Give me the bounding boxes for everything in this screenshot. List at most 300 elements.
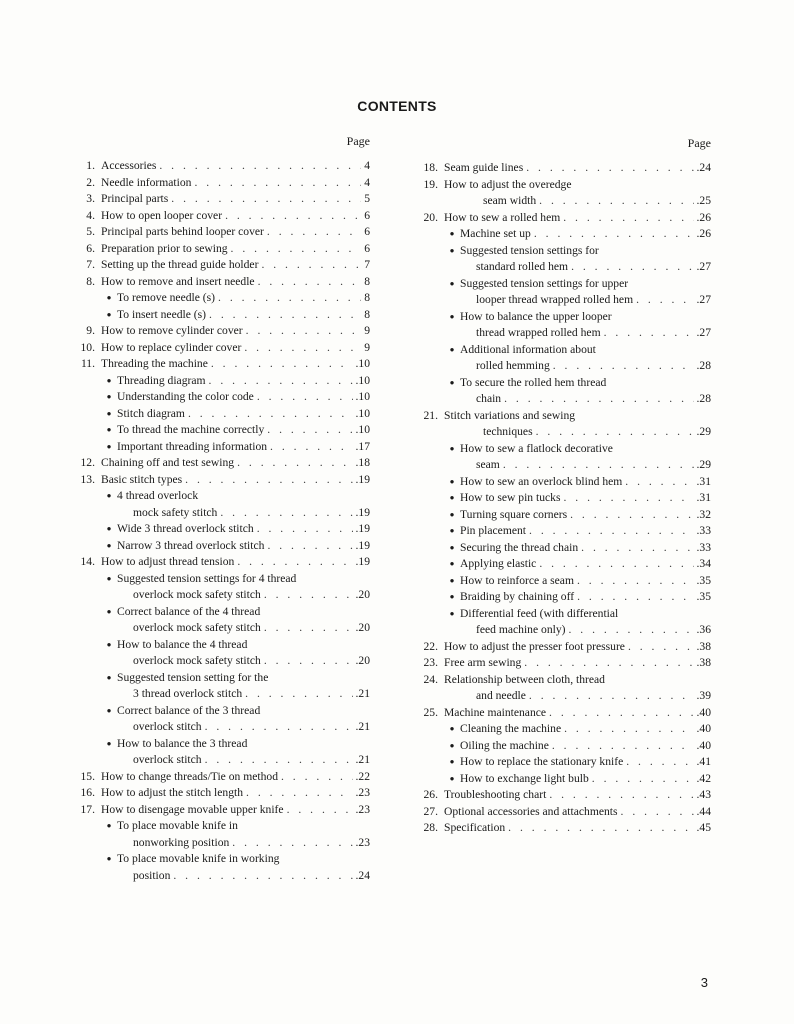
entry-title: overlock stitch — [133, 753, 202, 766]
entry-number: 2. — [86, 175, 95, 189]
dot-leader — [185, 473, 352, 486]
bullet-icon: ● — [106, 293, 112, 302]
dot-leader — [628, 640, 694, 653]
page-column-header: Page — [687, 136, 711, 150]
page-column-header: Page — [346, 134, 370, 148]
toc-entry — [62, 803, 370, 820]
dot-leader — [636, 293, 693, 306]
entry-page: .24 — [355, 868, 370, 882]
entry-title: seam — [476, 458, 500, 471]
toc-entry — [62, 819, 370, 836]
entry-number: 13. — [80, 472, 95, 486]
entry-title: chain — [476, 392, 502, 405]
entry-page: .19 — [355, 555, 370, 568]
entry-page: .21 — [355, 687, 370, 700]
dot-leader — [267, 539, 352, 552]
entry-number: 10. — [80, 340, 95, 354]
toc-entry — [62, 654, 370, 671]
dot-leader — [539, 557, 693, 570]
entry-title: To secure the rolled hem thread — [460, 375, 607, 389]
toc-entry — [405, 640, 711, 657]
dot-leader — [159, 159, 361, 172]
entry-title: To place movable knife in — [117, 819, 238, 832]
toc-entry — [62, 341, 370, 358]
toc-entry — [405, 178, 711, 195]
entry-page: .19 — [355, 522, 370, 535]
entry-title: overlock stitch — [133, 720, 202, 733]
toc-entry — [405, 293, 711, 310]
bullet-icon: ● — [106, 491, 112, 500]
bullet-icon: ● — [449, 757, 455, 766]
bullet-icon: ● — [449, 443, 455, 453]
entry-title: How to balance the 4 thread — [117, 637, 248, 651]
entry-page: 8 — [364, 307, 370, 321]
dot-leader — [577, 574, 694, 587]
bullet-icon: ● — [106, 309, 112, 319]
dot-leader — [536, 425, 694, 438]
entry-number: 19. — [423, 177, 438, 191]
toc-entry — [405, 310, 711, 327]
toc-entry — [62, 588, 370, 605]
dot-leader — [570, 508, 693, 521]
dot-leader — [188, 407, 353, 420]
dot-leader — [553, 359, 694, 372]
entry-title: How to adjust the presser foot pressure — [444, 639, 625, 653]
entry-title: standard rolled hem — [476, 260, 569, 273]
toc-entry — [62, 671, 370, 688]
bullet-icon: ● — [449, 476, 455, 486]
toc-entry — [62, 869, 370, 886]
entry-number: 27. — [423, 804, 438, 818]
dot-leader — [244, 341, 361, 354]
dot-leader — [524, 656, 693, 669]
toc-entry — [405, 244, 711, 261]
toc-entry — [62, 720, 370, 737]
entry-page: .40 — [696, 722, 711, 735]
entry-page: 6 — [364, 241, 370, 255]
entry-title: Narrow 3 thread overlock stitch — [117, 538, 265, 552]
toc-entry — [62, 852, 370, 869]
entry-page: .27 — [696, 260, 711, 273]
entry-title: Oiling the machine — [460, 738, 549, 752]
dot-leader — [220, 506, 352, 519]
entry-title: Correct balance of the 4 thread — [117, 604, 261, 618]
toc-entry — [62, 621, 370, 638]
entry-title: Suggested tension settings for 4 thread — [117, 571, 297, 585]
dot-leader — [577, 590, 693, 603]
dot-leader — [267, 225, 361, 238]
dot-leader — [504, 392, 693, 405]
toc-entry — [405, 557, 711, 574]
entry-title: How to adjust the overedge — [444, 177, 572, 191]
entry-number: 24. — [423, 672, 438, 686]
entry-page: 5 — [364, 192, 370, 205]
bullet-icon: ● — [106, 639, 112, 649]
bullet-icon: ● — [449, 344, 455, 354]
toc-entry — [62, 176, 370, 193]
entry-number: 12. — [80, 456, 95, 469]
entry-title: looper thread wrapped rolled hem — [476, 293, 634, 306]
dot-leader — [264, 621, 353, 634]
entry-page: 8 — [364, 274, 370, 288]
toc-entry — [62, 308, 370, 325]
bullet-icon: ● — [106, 606, 112, 616]
entry-page: .10 — [355, 373, 370, 387]
entry-title: Suggested tension settings for — [460, 243, 599, 257]
dot-leader — [270, 440, 352, 453]
dot-leader — [209, 308, 361, 321]
dot-leader — [581, 541, 693, 554]
toc-entry — [62, 473, 370, 490]
bullet-icon: ● — [106, 375, 112, 385]
bullet-icon: ● — [106, 425, 112, 434]
dot-leader — [232, 836, 352, 849]
bullet-icon: ● — [449, 608, 455, 618]
entry-number: 3. — [86, 192, 95, 205]
toc-entry — [405, 409, 711, 426]
toc-entry — [62, 489, 370, 506]
bullet-icon: ● — [106, 392, 112, 401]
toc-entry — [62, 704, 370, 721]
toc-entry — [62, 605, 370, 622]
toc-entry — [62, 407, 370, 424]
entry-title: Chaining off and test sewing — [101, 456, 235, 469]
toc-entry — [405, 821, 711, 838]
dot-leader — [549, 788, 693, 801]
dot-leader — [563, 211, 693, 224]
bullet-icon: ● — [106, 821, 112, 830]
entry-title: To remove needle (s) — [117, 291, 216, 304]
bullet-icon: ● — [449, 278, 455, 288]
dot-leader — [549, 706, 693, 719]
entry-page: .20 — [355, 621, 370, 634]
entry-number: 17. — [80, 802, 95, 816]
entry-page: .23 — [355, 802, 370, 816]
dot-leader — [529, 524, 693, 537]
entry-title: How to sew pin tucks — [460, 491, 561, 504]
entry-title: seam width — [483, 194, 537, 207]
toc-entry — [405, 574, 711, 591]
entry-page: .20 — [355, 588, 370, 601]
entry-page: .19 — [355, 472, 370, 486]
entry-page: 4 — [364, 159, 370, 172]
toc-entry — [62, 324, 370, 341]
toc-entry — [405, 475, 711, 492]
toc-column-right — [405, 136, 711, 838]
entry-page: .23 — [355, 835, 370, 849]
toc-entry — [405, 326, 711, 343]
entry-title: To thread the machine correctly — [117, 423, 265, 436]
entry-title: Suggested tension settings for upper — [460, 276, 629, 290]
entry-title: rolled hemming — [476, 359, 550, 372]
entry-page: .43 — [696, 788, 711, 801]
entry-page: 6 — [364, 208, 370, 222]
entry-title: Cleaning the machine — [460, 722, 562, 735]
toc-entry — [62, 638, 370, 655]
entry-title: Machine set up — [460, 227, 531, 240]
entry-page: .29 — [696, 425, 711, 438]
entry-page: .10 — [355, 406, 370, 420]
toc-column-left — [62, 134, 370, 885]
entry-page: .19 — [355, 505, 370, 519]
toc-entry — [62, 555, 370, 572]
entry-title: 3 thread overlock stitch — [133, 687, 243, 700]
entry-title: nonworking position — [133, 835, 230, 849]
entry-page: .22 — [355, 769, 370, 783]
entry-title: How to disengage movable upper knife — [101, 802, 284, 816]
page-number: 3 — [700, 975, 708, 990]
toc-entry — [405, 359, 711, 376]
bullet-icon: ● — [449, 229, 455, 238]
entry-page: .10 — [355, 423, 370, 436]
entry-title: overlock mock safety stitch — [133, 621, 261, 634]
entry-title: Free arm sewing — [444, 656, 522, 669]
entry-title: overlock mock safety stitch — [133, 654, 261, 667]
entry-number: 16. — [80, 786, 95, 799]
toc-entry — [405, 194, 711, 211]
dot-leader — [245, 687, 352, 700]
entry-number: 25. — [423, 705, 438, 719]
bullet-icon: ● — [449, 740, 455, 750]
entry-title: Suggested tension setting for the — [117, 670, 269, 684]
entry-page: .39 — [696, 689, 711, 702]
toc-entry — [405, 508, 711, 525]
entry-title: How to sew a rolled hem — [444, 210, 561, 224]
entry-title: Wide 3 thread overlock stitch — [117, 522, 254, 535]
entry-page: .31 — [696, 491, 711, 504]
dot-leader — [534, 227, 694, 240]
toc-entry — [62, 209, 370, 226]
entry-title: Additional information about — [460, 342, 596, 356]
toc-entry — [405, 689, 711, 706]
entry-number: 11. — [80, 357, 95, 370]
entry-page: 8 — [364, 291, 370, 304]
entry-title: 4 thread overlock — [117, 489, 199, 502]
entry-title: How to remove cylinder cover — [101, 324, 243, 337]
entry-title: Turning square corners — [460, 507, 568, 521]
toc-entry — [62, 225, 370, 242]
dot-leader — [218, 291, 361, 304]
toc-entry — [405, 227, 711, 244]
page-title: CONTENTS — [357, 98, 437, 114]
entry-title: Setting up the thread guide holder — [101, 258, 259, 271]
entry-number: 8. — [86, 274, 95, 288]
entry-number: 6. — [86, 241, 95, 255]
dot-leader — [569, 623, 694, 636]
entry-page: .21 — [355, 753, 370, 766]
bullet-icon: ● — [106, 524, 112, 533]
bullet-icon: ● — [449, 724, 455, 733]
bullet-icon: ● — [106, 540, 112, 550]
entry-page: .25 — [696, 194, 711, 207]
entry-page: 7 — [364, 258, 370, 271]
toc-entry — [405, 673, 711, 690]
toc-entry — [405, 161, 711, 178]
entry-title: feed machine only) — [476, 623, 566, 636]
entry-page: .28 — [696, 392, 711, 405]
toc-entry — [405, 788, 711, 805]
entry-number: 4. — [86, 208, 95, 222]
bullet-icon: ● — [449, 526, 455, 535]
bullet-icon: ● — [449, 559, 455, 568]
entry-title: and needle — [476, 689, 526, 702]
entry-title: How to balance the upper looper — [460, 309, 612, 323]
toc-entry — [405, 260, 711, 277]
toc-entry — [405, 706, 711, 723]
toc-entry — [405, 343, 711, 360]
toc-entry — [62, 770, 370, 787]
entry-number: 14. — [80, 555, 95, 568]
entry-title: thread wrapped rolled hem — [476, 326, 601, 339]
entry-page: .42 — [696, 771, 711, 785]
bullet-icon: ● — [106, 854, 112, 863]
dot-leader — [571, 260, 693, 273]
toc-entry — [405, 376, 711, 393]
dot-leader — [237, 555, 352, 568]
entry-title: overlock mock safety stitch — [133, 588, 261, 601]
bullet-icon: ● — [449, 575, 455, 585]
toc-entry — [405, 607, 711, 624]
toc-entry — [62, 687, 370, 704]
toc-entry — [405, 739, 711, 756]
bullet-icon: ● — [449, 542, 455, 552]
entry-page: .38 — [696, 639, 711, 653]
dot-leader — [287, 803, 353, 816]
entry-number: 26. — [423, 788, 438, 801]
entry-title: position — [133, 868, 171, 882]
bullet-icon: ● — [449, 311, 455, 321]
entry-page: .33 — [696, 540, 711, 554]
toc-entry — [62, 291, 370, 308]
dot-leader — [625, 475, 693, 488]
entry-title: How to sew an overlock blind hem — [460, 474, 623, 488]
dot-leader — [564, 722, 693, 735]
entry-page: .34 — [696, 557, 711, 570]
bullet-icon: ● — [106, 573, 112, 583]
entry-title: Principal parts behind looper cover — [101, 225, 264, 238]
toc-entry — [405, 805, 711, 822]
bullet-icon: ● — [106, 441, 112, 451]
entry-page: 9 — [364, 340, 370, 354]
entry-title: Optional accessories and attachments — [444, 804, 618, 818]
entry-page: .10 — [355, 390, 370, 403]
toc-entry — [405, 755, 711, 772]
entry-page: .17 — [355, 439, 370, 453]
entry-page: 6 — [364, 225, 370, 238]
entry-title: Stitch diagram — [117, 406, 185, 420]
entry-title: Braiding by chaining off — [460, 590, 575, 603]
toc-list — [62, 159, 370, 885]
entry-page: .40 — [696, 738, 711, 752]
toc-entry — [62, 737, 370, 754]
toc-entry — [62, 357, 370, 374]
dot-leader — [257, 390, 353, 403]
bullet-icon: ● — [106, 408, 112, 418]
entry-page: .23 — [355, 786, 370, 799]
dot-leader — [529, 689, 694, 702]
toc-entry — [405, 458, 711, 475]
dot-leader — [264, 654, 353, 667]
toc-entry — [405, 277, 711, 294]
dot-leader — [539, 194, 693, 207]
toc-entry — [405, 392, 711, 409]
toc-entry — [62, 786, 370, 803]
entry-page: .36 — [696, 623, 711, 636]
toc-list — [405, 161, 711, 838]
entry-page: 4 — [364, 175, 370, 189]
dot-leader — [563, 491, 693, 504]
entry-title: How to balance the 3 thread — [117, 736, 248, 750]
entry-page: .27 — [696, 293, 711, 306]
entry-page: .26 — [696, 210, 711, 224]
toc-entry — [405, 772, 711, 789]
entry-page: .31 — [696, 474, 711, 488]
entry-title: How to adjust the stitch length — [101, 786, 244, 799]
dot-leader — [171, 192, 361, 205]
bullet-icon: ● — [449, 592, 455, 601]
toc-entry — [62, 836, 370, 853]
toc-entry — [62, 374, 370, 391]
entry-number: 15. — [80, 769, 95, 783]
entry-page: .28 — [696, 359, 711, 372]
dot-leader — [257, 522, 353, 535]
toc-entry — [62, 440, 370, 457]
entry-title: To place movable knife in working — [117, 852, 280, 865]
toc-entry — [62, 522, 370, 539]
entry-number: 18. — [423, 161, 438, 174]
dot-leader — [194, 176, 361, 189]
entry-page: .45 — [696, 821, 711, 834]
entry-title: How to exchange light bulb — [460, 771, 589, 785]
toc-entry — [405, 722, 711, 739]
toc-entry — [62, 753, 370, 770]
dot-leader — [592, 772, 694, 785]
dot-leader — [173, 869, 352, 882]
entry-title: Important threading information — [117, 439, 268, 453]
entry-page: .35 — [696, 590, 711, 603]
bullet-icon: ● — [449, 493, 455, 502]
entry-title: Differential feed (with differential — [460, 606, 619, 620]
entry-page: .44 — [696, 804, 711, 818]
entry-title: Correct balance of the 3 thread — [117, 703, 261, 717]
entry-number: 28. — [423, 821, 438, 834]
entry-title: How to replace cylinder cover — [101, 340, 242, 354]
entry-page: .35 — [696, 573, 711, 587]
dot-leader — [209, 374, 353, 387]
entry-page: 9 — [364, 324, 370, 337]
toc-entry — [62, 159, 370, 176]
entry-title: Threading diagram — [117, 373, 206, 387]
entry-title: How to change threads/Tie on method — [101, 769, 278, 783]
entry-title: Relationship between cloth, thread — [444, 672, 605, 686]
toc-entry — [405, 491, 711, 508]
entry-title: Troubleshooting chart — [444, 788, 547, 801]
dot-leader — [261, 258, 361, 271]
entry-page: .38 — [696, 656, 711, 669]
entry-page: .19 — [355, 538, 370, 552]
entry-title: How to replace the stationary knife — [460, 755, 624, 768]
entry-title: Basic stitch types — [101, 472, 183, 486]
dot-leader — [508, 821, 693, 834]
toc-entry — [62, 390, 370, 407]
entry-title: Accessories — [101, 159, 157, 172]
bullet-icon: ● — [106, 672, 112, 682]
dot-leader — [258, 275, 362, 288]
entry-page: .27 — [696, 326, 711, 339]
toc-entry — [62, 423, 370, 440]
dot-leader — [246, 786, 352, 799]
dot-leader — [626, 755, 693, 768]
